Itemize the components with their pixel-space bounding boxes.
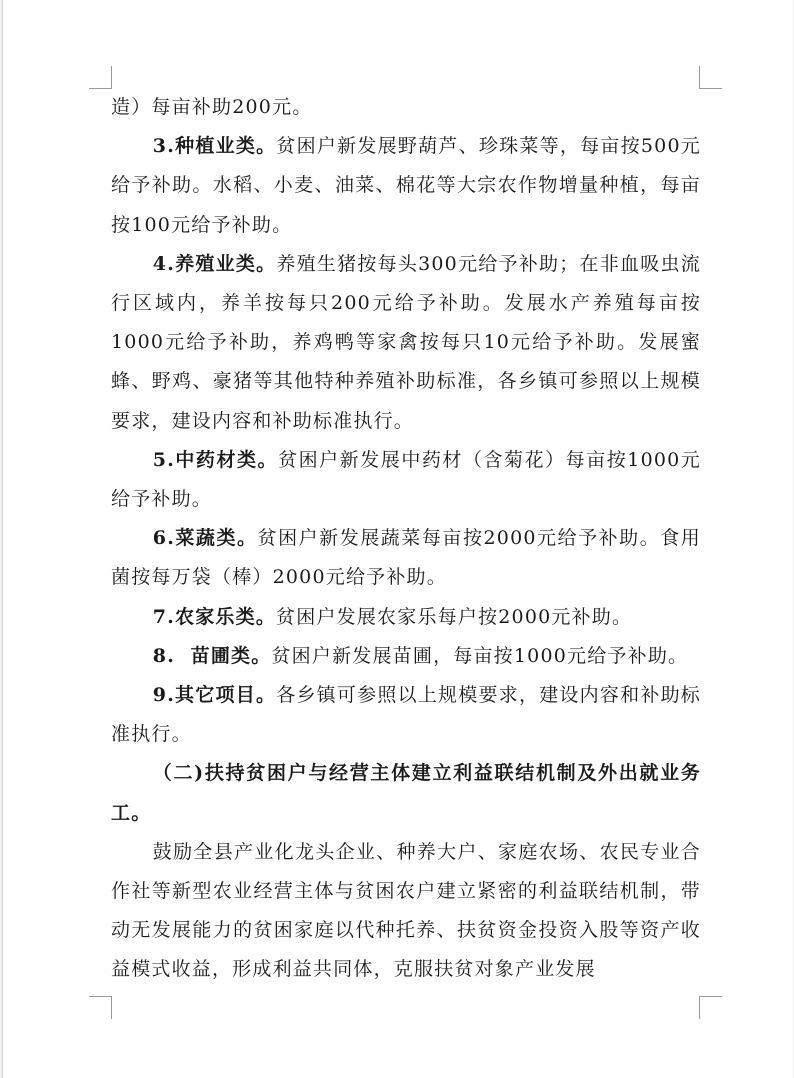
paragraph-text: 贫困户发展农家乐每户按2000元补助。 — [276, 605, 633, 628]
paragraph-text: 贫困户新发展中药材（含菊花）每亩按1000元给予补助。 — [111, 448, 701, 511]
paragraph-text: 贫困户新发展野葫芦、珍珠菜等，每亩按500元给予补助。水稻、小麦、油菜、棉花等大宗农作物增量种植，每亩按100元给予补助。 — [111, 135, 701, 236]
paragraph-herbal-medicine — [111, 441, 701, 519]
paragraph-breeding — [111, 245, 701, 441]
corner-mark-bottom-left — [89, 996, 112, 1019]
paragraph-text: 贫困户新发展蔬菜每亩按2000元给予补助。食用菌按每万袋（棒）2000元给予补助。 — [111, 527, 701, 589]
document-page — [2, 0, 793, 1078]
paragraph-label: 5.中药材类。 — [152, 448, 279, 471]
paragraph-agritourism — [111, 598, 701, 637]
paragraph-label: 7.农家乐类。 — [152, 605, 277, 628]
paragraph-planting — [111, 127, 701, 245]
paragraph-encourage — [111, 833, 701, 990]
document-body[interactable] — [111, 88, 701, 990]
paragraph-label: 4.养殖业类。 — [152, 252, 277, 275]
paragraph-label: 3.种植业类。 — [152, 135, 277, 158]
corner-mark-top-left — [89, 66, 112, 89]
section-heading — [111, 754, 701, 832]
paragraph-label: 8. 苗圃类。 — [152, 644, 272, 667]
corner-mark-bottom-right — [699, 996, 722, 1019]
paragraph-text: 鼓励全县产业化龙头企业、种养大户、家庭农场、农民专业合作社等新型农业经营主体与贫困农户建立紧密的利益联结机制，带动无发展能力的贫困家庭以代种托养、扶贫资金投资入股等资产收益模式收益，形成利益共同体，克服扶贫对象产业发展 — [111, 840, 701, 981]
paragraph-label: 9.其它项目。 — [152, 684, 277, 707]
heading-text: （二)扶持贫困户与经营主体建立利益联结机制及外出就业务工。 — [111, 762, 701, 824]
paragraph-text: 贫困户新发展苗圃，每亩按1000元给予补助。 — [271, 644, 689, 667]
paragraph-vegetables — [111, 519, 701, 597]
paragraph-continuation — [111, 88, 701, 127]
corner-mark-top-right — [699, 66, 722, 89]
paragraph-text: 造）每亩补助200元。 — [111, 96, 313, 118]
paragraph-text: 养殖生猪按每头300元给予补助；在非血吸虫流行区域内，养羊按每只200元给予补助。发展水产养殖每亩按1000元给予补助，养鸡鸭等家禽按每只10元给予补助。发展蜜蜂、野鸡、豪猪等其他特种养殖补助标准，各乡镇可参照以上规模要求，建设内容和补助标准执行。 — [111, 252, 701, 432]
paragraph-nursery — [111, 637, 701, 676]
paragraph-other-projects — [111, 676, 701, 754]
paragraph-text: 各乡镇可参照以上规模要求，建设内容和补助标准执行。 — [111, 684, 701, 746]
paragraph-label: 6.菜蔬类。 — [152, 527, 258, 550]
